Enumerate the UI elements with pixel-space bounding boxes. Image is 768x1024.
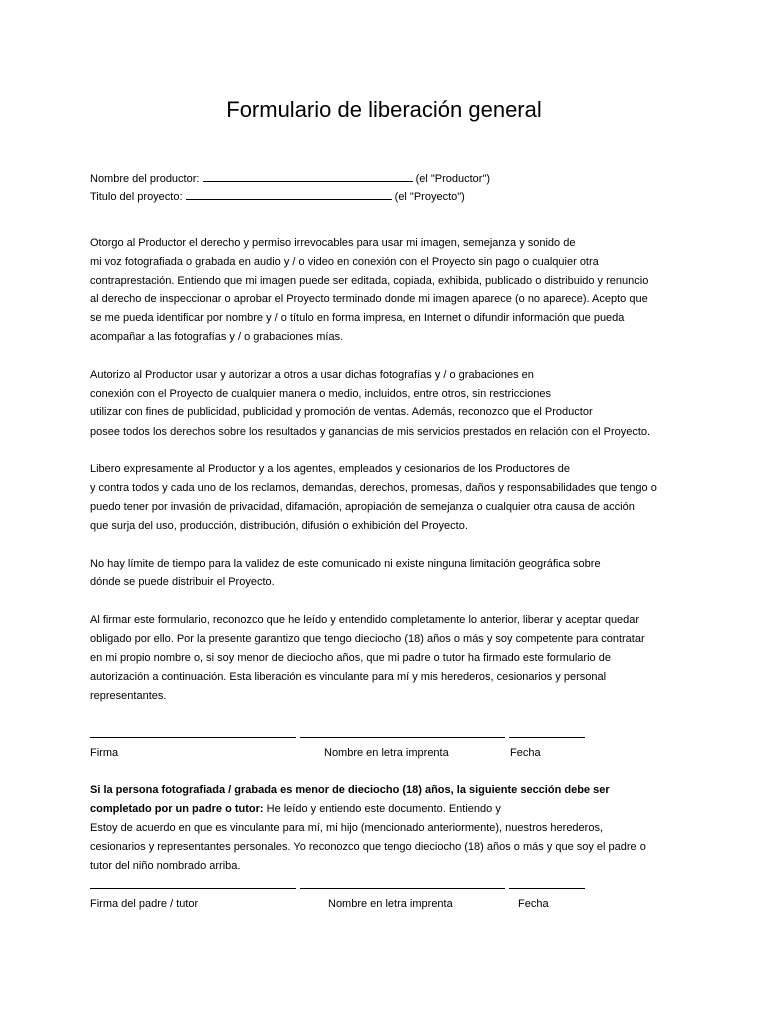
paragraph-line: se me pueda identificar por nombre y / o título en forma impresa, en Internet o difundir información que pueda (90, 312, 625, 324)
paragraph-line: puedo tener por invasión de privacidad, difamación, apropiación de semejanza o cualquier otra causa de acción (90, 501, 635, 513)
paragraph-line: obligado por ello. Por la presente garantizo que tengo dieciocho (18) años o más y soy competente para contratar (90, 633, 645, 645)
minor-heading-bold: Si la persona fotografiada / grabada es menor de dieciocho (18) años, la siguiente sección debe ser (90, 784, 610, 796)
guardian-date-line[interactable] (509, 888, 585, 889)
producer-suffix: (el "Productor") (415, 173, 491, 185)
paragraph-line: mi voz fotografiada o grabada en audio y / o video en conexión con el Proyecto sin pago o cualquier otra (90, 256, 599, 268)
paragraph-line: Al firmar este formulario, reconozco que he leído y entendido completamente lo anterior, liberar y aceptar quedar (90, 614, 640, 626)
guardian-signature-label: Firma del padre / tutor (90, 898, 199, 910)
paragraph-line: contraprestación. Entiendo que mi imagen puede ser editada, copiada, exhibida, publicado o distribuido y renuncio (90, 275, 649, 287)
project-blank[interactable] (186, 189, 392, 200)
signature-label: Firma (90, 747, 119, 759)
date-label: Fecha (510, 747, 541, 759)
guardian-printed-name-label: Nombre en letra imprenta (328, 898, 453, 910)
date-line[interactable] (509, 737, 585, 738)
paragraph-line: conexión con el Proyecto de cualquier manera o medio, incluidos, entre otros, sin restricciones (90, 388, 552, 400)
minor-bold-lead: completado por un padre o tutor: (90, 803, 264, 815)
printed-name-label: Nombre en letra imprenta (324, 747, 449, 759)
minor-line: tutor del niño nombrado arriba. (90, 860, 241, 872)
paragraph-line: en mi propio nombre o, si soy menor de dieciocho años, que mi padre o tutor ha firmado este formulario de (90, 652, 611, 664)
paragraph-line: representantes. (90, 690, 167, 702)
project-label: Titulo del proyecto: (90, 191, 183, 203)
paragraph-line: posee todos los derechos sobre los resultados y ganancias de mis servicios prestados en relación con el Proyecto. (90, 426, 651, 438)
signature-line[interactable] (90, 737, 296, 738)
document-title: Formulario de liberación general (226, 97, 542, 122)
minor-line: cesionarios y representantes personales. Yo reconozco que tengo dieciocho (18) años o más y que soy el padre o (90, 841, 646, 853)
paragraph-line: No hay límite de tiempo para la validez de este comunicado ni existe ninguna limitación geográfica sobre (90, 558, 601, 570)
producer-line (90, 171, 490, 186)
guardian-signature-line[interactable] (90, 888, 296, 889)
minor-line: Estoy de acuerdo en que es vinculante para mí, mi hijo (mencionado anteriormente), nuestros herederos, (90, 822, 604, 834)
paragraph-line: Autorizo al Productor usar y autorizar a otros a usar dichas fotografías y / o grabaciones en (90, 369, 534, 381)
producer-label: Nombre del productor: (90, 173, 200, 185)
project-suffix: (el "Proyecto") (394, 191, 465, 203)
minor-line-rest: He leído y entiendo este documento. Entiendo y (263, 803, 501, 815)
paragraph-line: al derecho de inspeccionar o aprobar el Proyecto terminado donde mi imagen aparece (o no aparece). Acepto que (90, 293, 648, 305)
paragraph-line: utilizar con fines de publicidad, publicidad y promoción de ventas. Además, reconozco que el Productor (90, 406, 593, 418)
paragraph-line: Otorgo al Productor el derecho y permiso irrevocables para usar mi imagen, semejanza y sonido de (90, 237, 576, 249)
project-line (90, 189, 465, 204)
guardian-printed-name-line[interactable] (300, 888, 505, 889)
paragraph-line: que surja del uso, producción, distribución, difusión o exhibición del Proyecto. (90, 520, 468, 532)
paragraph-line: acompañar a las fotografías y / o grabaciones mías. (90, 331, 344, 343)
paragraph-line: autorización a continuación. Esta liberación es vinculante para mí y mis herederos, cesionarios y personal (90, 671, 607, 683)
minor-line (90, 802, 501, 816)
paragraph-line: Libero expresamente al Productor y a los agentes, empleados y cesionarios de los Productores de (90, 463, 570, 475)
paragraph-line: y contra todos y cada uno de los reclamos, demandas, derechos, promesas, daños y responsabilidades que tengo o (90, 482, 657, 494)
paragraph-line: dónde se puede distribuir el Proyecto. (90, 576, 275, 588)
minor-heading (90, 783, 610, 797)
guardian-date-label: Fecha (518, 898, 549, 910)
producer-blank[interactable] (203, 171, 413, 182)
printed-name-line[interactable] (300, 737, 505, 738)
